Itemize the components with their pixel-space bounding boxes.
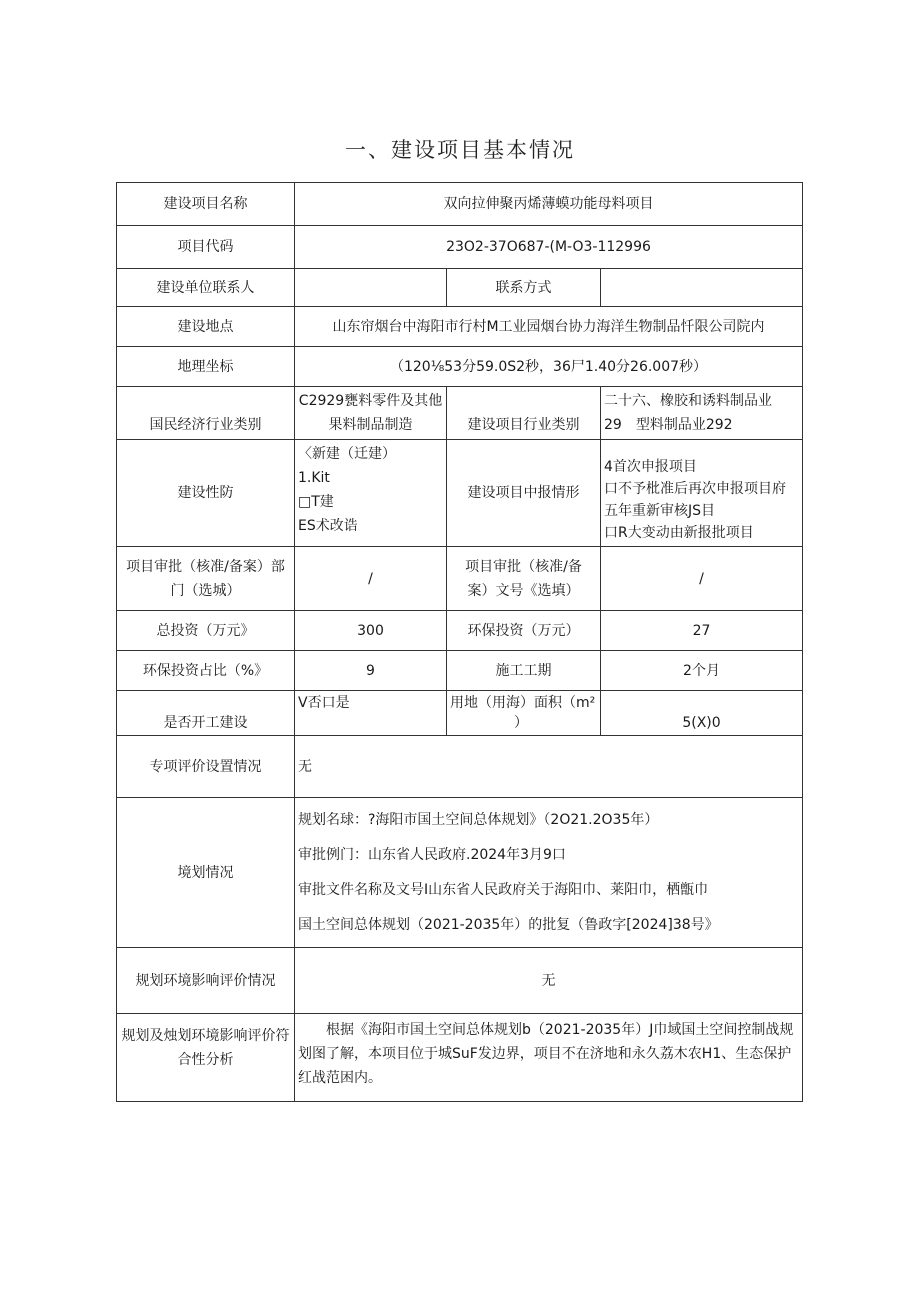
value-compliance: 根据《海阳市国土空间总体规划b（2021-2035年）J巾域国土空间控制战规划图了解，本项目位于城SuF发边界，项目不在济地和永久荔木农H1、生态保护红战范困内。 [295,1014,803,1102]
label-approval-number [447,547,601,611]
row-investment [117,611,803,651]
row-compliance [117,1014,803,1102]
label-declaration-situation: 建设项目中报情形 [447,440,601,547]
row-coordinates [117,347,803,387]
label-total-investment: 总投资（万元》 [117,611,295,651]
label-project-name: 建设项目名称 [117,183,295,226]
label-line: 合性分析 [177,1052,234,1068]
value-land-area: 5(X)0 [601,691,803,736]
planning-line: 规划名球：?海阳市国土空间总体规划》（2O21.2O35年） [298,811,659,828]
value-started: V否口是 [295,691,447,736]
label-contact-method: 联系方式 [447,269,601,307]
declaration-option: 口R大变动由新报批项目 [604,525,754,541]
value-coordinates: （120⅛53分59.0S2秒，36尸1.40分26.007秒） [295,347,803,387]
value-project-code: 23O2-37O687-(M-O3-112996 [295,226,803,269]
value-project-name: 双向拉伸聚丙烯薄蟆功能母料项目 [295,183,803,226]
row-planning [117,798,803,948]
row-started [117,691,803,736]
label-land-area [447,691,601,736]
value-construction-period: 2个月 [601,651,803,691]
row-industry [117,387,803,440]
planning-line: 审批文件名称及文号I山东省人民政府关于海阳巾、莱阳巾，栖甑巾 [298,881,709,898]
nature-option: ES术改诰 [298,518,358,534]
label-line: 门（选城） [170,582,241,599]
project-info-table [116,182,803,1102]
label-line: 用地（用海）面积（m² [450,695,596,711]
value-plan-eia: 无 [295,948,803,1014]
label-construction-nature: 建设性防 [117,440,295,547]
label-planning: 境划情况 [117,798,295,948]
planning-line: 审批例门：山东省人民政府.2024年3月9口 [298,846,566,863]
label-project-industry: 建设项目行业类别 [447,387,601,440]
value-approval-number: / [601,547,803,611]
label-line: 规划及烛划环境影响评价符 [121,1028,290,1044]
label-env-investment: 环保投资（万元） [447,611,601,651]
label-plan-eia: 规划环境影响评价情况 [117,948,295,1014]
row-plan-eia [117,948,803,1014]
label-national-industry: 国民经济行业类别 [117,387,295,440]
value-approval-dept: / [295,547,447,611]
value-declaration-situation [601,440,803,547]
label-special-eval: 专项评价设置情况 [117,736,295,798]
value-contact-person [295,269,447,307]
value-env-investment: 27 [601,611,803,651]
industry-line: 果料制品制造 [328,417,413,433]
label-line: ） [514,715,528,731]
row-nature [117,440,803,547]
value-project-industry [601,387,803,440]
row-special-eval [117,736,803,798]
declaration-option: 4首次申报项目 [604,459,697,475]
industry-line: 二十六、橡胶和诱料制品业 [604,393,772,409]
nature-option: □T建 [298,494,334,510]
value-total-investment: 300 [295,611,447,651]
row-project-code [117,226,803,269]
value-special-eval: 无 [295,736,803,798]
page-title: 一、建设项目基本情况 [345,138,575,162]
label-location: 建设地点 [117,307,295,347]
row-location [117,307,803,347]
label-line: 项目审批（核准/备案）部 [126,558,285,575]
declaration-option: 口不予枇准后再次申报项目府 [604,481,786,497]
nature-option: 1.Kit [298,470,330,486]
label-compliance [117,1014,295,1102]
nature-option: 〈新建（迁建） [298,446,396,462]
value-location: 山东帘烟台中海阳市行村M工业园烟台协力海洋生物制品忏限公司院内 [295,307,803,347]
label-started: 是否开工建设 [117,691,295,736]
row-contact [117,269,803,307]
row-project-name [117,183,803,226]
row-ratio [117,651,803,691]
industry-line: C2929甕料零件及其他 [298,393,443,409]
value-national-industry [295,387,447,440]
value-planning [295,798,803,948]
label-line: 案）文号《选填） [467,582,580,599]
label-approval-dept [117,547,295,611]
label-construction-period: 施工工期 [447,651,601,691]
declaration-option: 五年重新审核JS目 [604,503,716,519]
value-contact-method [601,269,803,307]
label-line: 项目审批（核准/备 [465,558,582,575]
value-construction-nature [295,440,447,547]
planning-line: 国土空间总体规划（2021-2035年）的批复（鲁政字[2024]38号》 [298,916,719,933]
label-coordinates: 地理坐标 [117,347,295,387]
industry-line: 29 型料制品业292 [604,417,733,433]
row-approval [117,547,803,611]
label-project-code: 项目代码 [117,226,295,269]
label-contact-person: 建设单位联系人 [117,269,295,307]
label-env-ratio: 环保投资占比（%》 [117,651,295,691]
value-env-ratio: 9 [295,651,447,691]
